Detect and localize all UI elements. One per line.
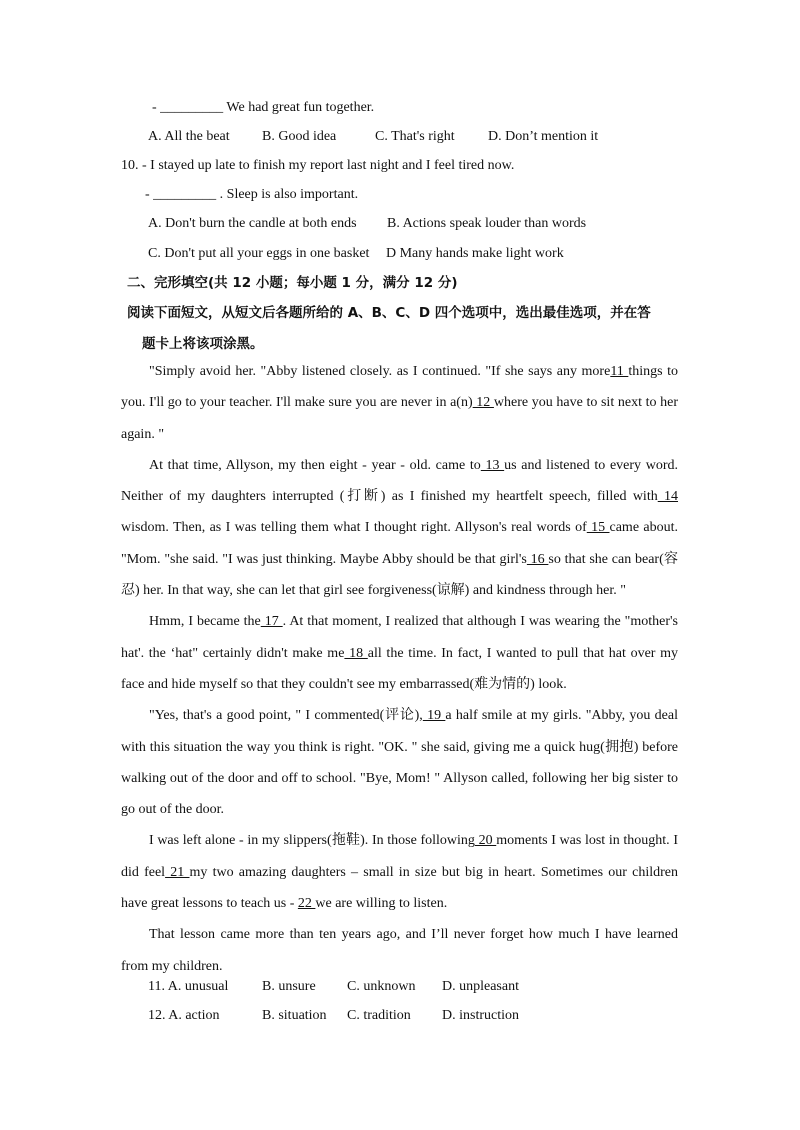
q9-response: - _________ We had great fun together. [152,100,375,115]
q12-option-b: B. situation [262,1008,327,1023]
passage-paragraph-1: "Simply avoid her. "Abby listened closely. as I continued. "If she says any more11 things to you. I'll go to your teacher. I'll make sure you are never in a(n) 12 where you have to sit next to her again. " [121,364,678,442]
blank-20: 20 [474,833,497,849]
section-heading: 二、完形填空(共 12 小题；每小题 1 分，满分 12 分) [127,275,458,291]
blank-12: 12 [472,395,494,411]
q11-option-a: 11. A. unusual [148,979,229,994]
section-instruction-line2: 题卡上将该项涂黑。 [142,336,264,352]
blank-11: 11 [610,364,629,379]
q10-option-d: D Many hands make light work [386,246,564,261]
passage-paragraph-5: I was left alone - in my slippers(拖鞋). In those following 20 moments I was lost in thought. I did feel 21 my two amazing daughters – small in size but big in heart. Sometimes our children have great lessons to teach us - 22 we are willing to listen. [121,833,679,912]
section-instruction-line1: 阅读下面短文，从短文后各题所给的 A、B、C、D 四个选项中，选出最佳选项，并在答 [127,305,651,321]
q11-option-d: D. unpleasant [442,979,519,994]
blank-17: 17 [260,614,283,630]
blank-16: 16 [526,551,549,567]
blank-18: 18 [344,645,368,661]
blank-14: 14 [657,489,679,505]
q9-option-b: B. Good idea [262,129,337,144]
q10-option-a: A. Don't burn the candle at both ends [148,216,357,231]
blank-15: 15 [586,520,610,536]
q10-response: - _________ . Sleep is also important. [145,187,359,202]
q10-option-c: C. Don't put all your eggs in one basket [148,246,370,261]
blank-21: 21 [165,864,190,880]
q10-prompt: 10. - I stayed up late to finish my report last night and I feel tired now. [121,158,515,173]
passage-paragraph-3: Hmm, I became the 17 . At that moment, I realized that although I was wearing the "mother's hat'. the ‘hat" certainly didn't make me 18 all the time. In fact, I wanted to pull that hat over my face and hide myself so that they couldn't see my embarrassed(难为情的) look. [121,614,679,692]
q11-option-c: C. unknown [347,979,416,994]
q10-option-b: B. Actions speak louder than words [387,216,587,231]
q12-option-c: C. tradition [347,1008,411,1023]
q12-option-a: 12. A. action [148,1008,220,1023]
passage-paragraph-4: "Yes, that's a good point, " I commented(评论), 19 a half smile at my girls. "Abby, you deal with this situation the way you think is right. "OK. " she said, giving me a quick hug(拥抱) before walking out of the door and off to school. "Bye, Mom! " Allyson called, following her big sister to go out of the door. [121,708,679,818]
passage-paragraph-2: At that time, Allyson, my then eight - year - old. came to 13 us and listened to every word. Neither of my daughters interrupted (打断) as I finished my heartfelt speech, filled with 14 wisdom. Then, as I was telling them what I thought right. Allyson's real words of 15 came about. "Mom. "she said. "I was just thinking. Maybe Abby should be that girl's 16 so that she can bear(容忍) her. In that way, she can let that girl see forgiveness(谅解) and kindness through her. " [121,457,679,599]
blank-22: 22 [297,896,316,912]
blank-13: 13 [480,457,505,473]
q11-option-b: B. unsure [262,979,316,994]
cloze-passage [121,356,678,982]
blank-19: 19 [422,708,446,724]
passage-paragraph-6: That lesson came more than ten years ago, and I’ll never forget how much I have learned from my children. [121,927,678,974]
q12-option-d: D. instruction [442,1008,519,1023]
q9-option-a: A. All the beat [148,129,230,144]
q9-option-c: C. That's right [375,129,455,144]
q9-option-d: D. Don’t mention it [488,129,599,144]
